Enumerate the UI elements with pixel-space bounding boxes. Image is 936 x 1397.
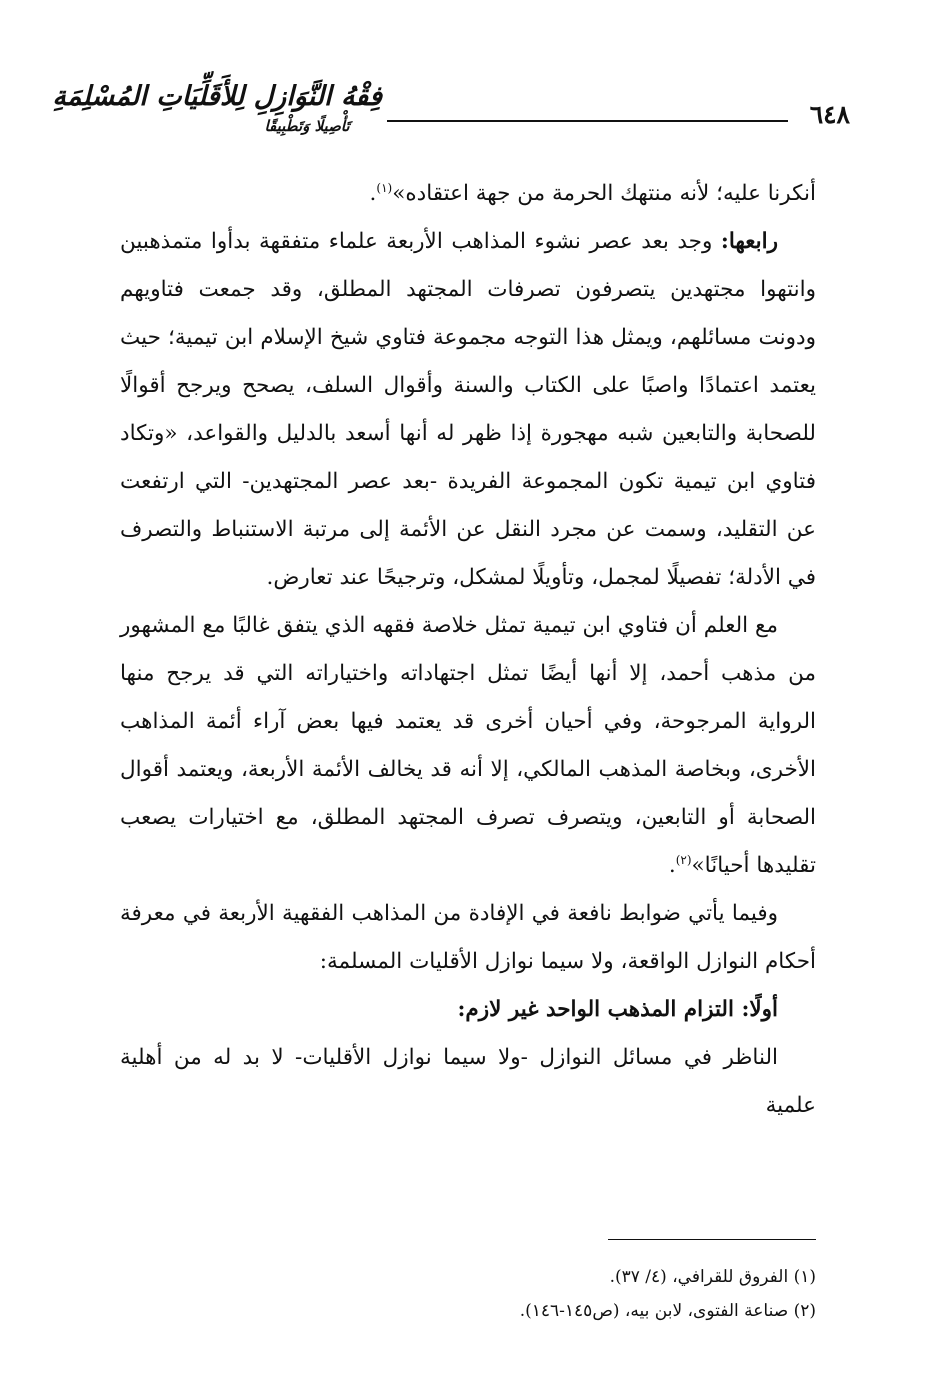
paragraph-1-end: . [369, 181, 377, 206]
paragraph-2 [120, 218, 816, 602]
paragraph-1 [120, 170, 816, 218]
paragraph-2-text: وجد بعد عصر نشوء المذاهب الأربعة علماء متفقهة بدأوا متمذهبين وانتهوا مجتهدين يتصرفون تصرفات المجتهد المطلق، وقد جمعت فتاويهم ودونت مسائلهم، ويمثل هذا التوجه مجموعة فتاوي شيخ الإسلام ابن تيمية؛ حيث يعتمد اعتمادًا واصبًا على الكتاب والسنة وأقوال السلف، يصحح ويرجح أقوالًا للصحابة والتابعين شبه مهجورة إذا ظهر له أنها أسعد بالدليل والقواعد، «وتكاد فتاوي ابن تيمية تكون المجموعة الفريدة -بعد عصر المجتهدين- التي ارتفعت عن التقليد، وسمت عن مجرد النقل عن الأئمة إلى مرتبة الاستنباط والتصرف في الأدلة؛ تفصيلًا لمجمل، وتأويلًا لمشكل، وترجيحًا عند تعارض. [120, 229, 816, 590]
paragraph-3-end: . [668, 853, 676, 878]
paragraph-6: الناظر في مسائل النوازل -ولا سيما نوازل الأقليات- لا بد له من أهلية علمية [120, 1045, 816, 1118]
book-title-main: فِقْهُ النَّوَازِلِ لِلأَقَلِّيَاتِ المُسْلِمَةِ [52, 81, 382, 112]
page-header [52, 78, 850, 142]
header-divider [387, 120, 788, 122]
footnote-ref-1: (١) [376, 180, 393, 195]
book-title [52, 78, 382, 142]
main-text [120, 170, 816, 1130]
paragraph-3 [120, 602, 816, 890]
footnote-2: (٢) صناعة الفتوى، لابن بيه، (ص١٤٥-١٤٦). [519, 1301, 816, 1321]
footnotes [120, 1260, 816, 1328]
section-heading: أولًا: التزام المذهب الواحد غير لازم: [457, 997, 778, 1022]
paragraph-3-text: مع العلم أن فتاوي ابن تيمية تمثل خلاصة فقهه الذي يتفق غالبًا مع المشهور من مذهب أحمد، إلا أنها أيضًا تمثل اجتهاداته واختياراته التي قد يرجح منها الرواية المرجوحة، وفي أحيان أخرى قد يعتمد فيها بعض آراء أئمة المذاهب الأخرى، وبخاصة المذهب المالكي، إلا أنه قد يخالف الأئمة الأربعة، ويعتمد أقوال الصحابة أو التابعين، ويتصرف تصرف المجتهد المطلق، مع اختيارات يصعب تقليدها أحيانًا» [120, 613, 816, 878]
paragraph-4: وفيما يأتي ضوابط نافعة في الإفادة من المذاهب الفقهية الأربعة في معرفة أحكام النوازل الواقعة، ولا سيما نوازل الأقليات المسلمة: [120, 901, 816, 974]
footnote-divider [608, 1239, 816, 1240]
footnote-1: (١) الفروق للقرافي، (٤/ ٣٧). [609, 1267, 816, 1287]
page-number: ٦٤٨ [809, 100, 850, 129]
paragraph-2-label: رابعها: [720, 229, 778, 254]
book-title-subtitle: تَأْصِيلًا وَتَطْبِيقًا [264, 117, 350, 135]
footnote-ref-2: (٢) [675, 852, 692, 867]
paragraph-1-text: أنكرنا عليه؛ لأنه منتهك الحرمة من جهة اعتقاده» [392, 181, 816, 206]
